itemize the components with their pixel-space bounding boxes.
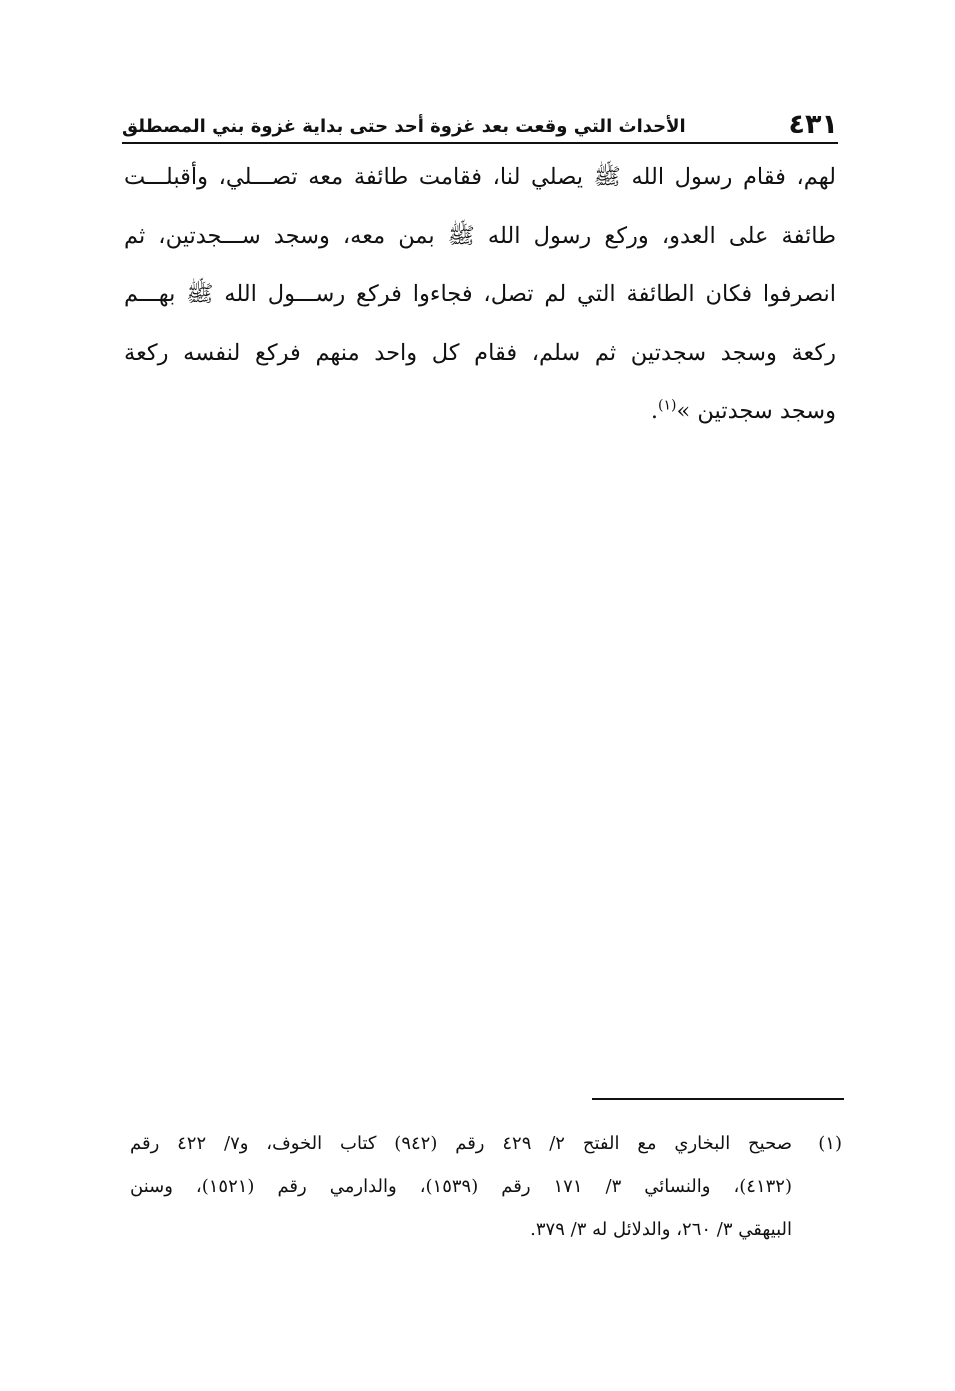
body-line-last (124, 382, 836, 441)
body-line: لهم، فقام رسول الله ﷺ يصلي لنا، فقامت طائفة معه تصـــلي، وأقبلـــت (124, 164, 836, 190)
running-title: الأحداث التي وقعت بعد غزوة أحد حتى بداية غزوة بني المصطلق (122, 116, 686, 137)
closing-period: . (650, 398, 659, 424)
page-header (122, 104, 838, 144)
body-text (124, 148, 836, 441)
footnote-text (130, 1122, 792, 1251)
footnote-line: (٤١٣٢)، والنسائي ٣/ ١٧١ رقم (١٥٣٩)، والدارمي رقم (١٥٢١)، وسنن (130, 1176, 792, 1197)
footnote-reference[interactable]: (١) (658, 397, 677, 414)
footnote-separator (592, 1098, 844, 1100)
body-line-text: وسجد سجدتين » (676, 398, 836, 424)
body-line: ركعة وسجد سجدتين ثم سلم، فقام كل واحد منهم فركع لنفسه ركعة (124, 339, 836, 366)
page-number: ٤٣١ (788, 109, 838, 140)
footnotes (130, 1122, 842, 1251)
body-line: انصرفوا فكان الطائفة التي لم تصل، فجاءوا فركع رســـول الله ﷺ بهـــم (124, 281, 836, 307)
footnote-line: البيهقي ٣/ ٢٦٠، والدلائل له ٣/ ٣٧٩. (530, 1219, 792, 1240)
footnote-line: صحيح البخاري مع الفتح ٢/ ٤٢٩ رقم (٩٤٢) كتاب الخوف، و٧/ ٤٢٢ رقم (130, 1133, 792, 1154)
footnote-marker: (١) (818, 1133, 842, 1154)
footnote (130, 1122, 842, 1251)
body-line: طائفة على العدو، وركع رسول الله ﷺ بمن معه، وسجد ســـجدتين، ثم (124, 222, 836, 249)
